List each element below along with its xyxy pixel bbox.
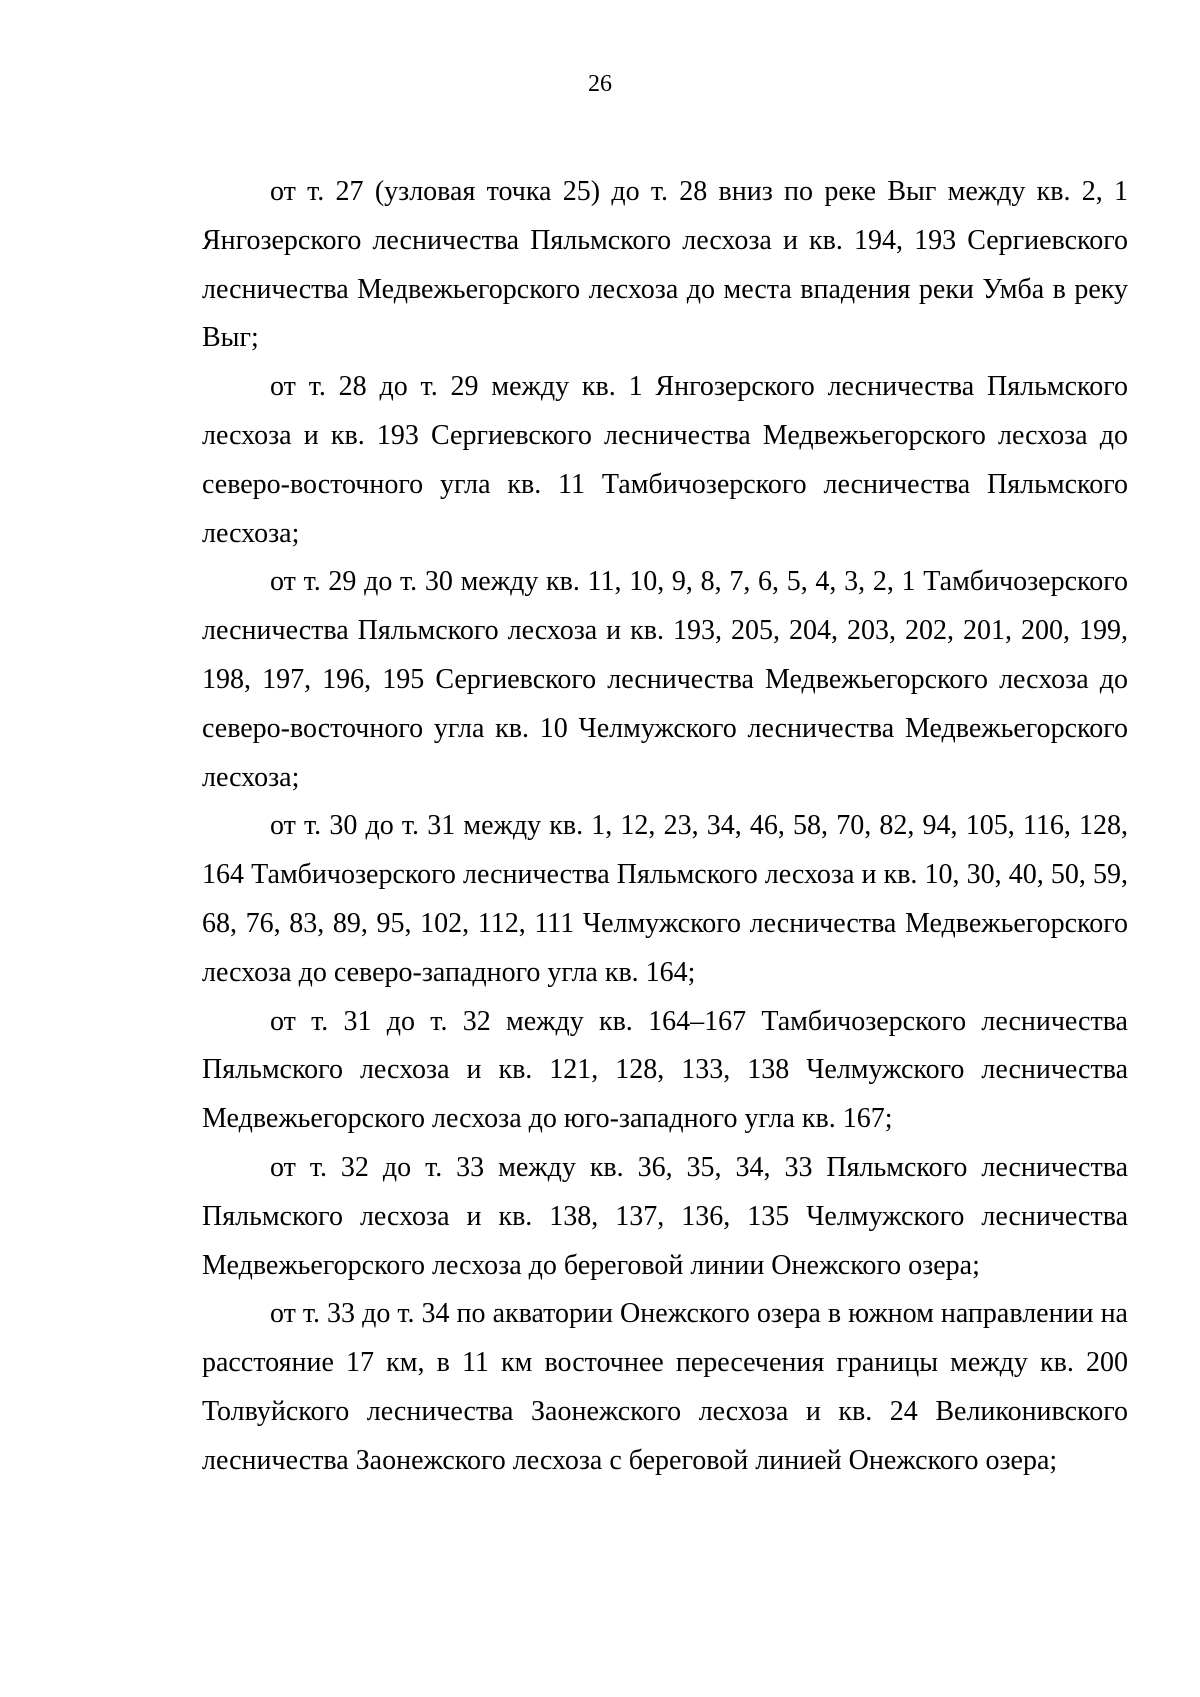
paragraph: от т. 29 до т. 30 между кв. 11, 10, 9, 8, 7, 6, 5, 4, 3, 2, 1 Тамбичозерского лесничества Пяльмского лесхоза и кв. 193, 205, 204, 203, 202, 201, 200, 199, 198, 197, 196, 195 Сергиевского лесничества Медвежьегорского лесхоза до северо-восточного угла кв. 10 Челмужского лесничества Медвежьегорского лесхоза;: [202, 566, 1128, 793]
document-body: [202, 168, 1128, 1486]
paragraph: от т. 32 до т. 33 между кв. 36, 35, 34, 33 Пяльмского лесничества Пяльмского лесхоза и кв. 138, 137, 136, 135 Челмужского лесничества Медвежьегорского лесхоза до береговой линии Онежского озера;: [202, 1151, 1128, 1281]
paragraph: от т. 28 до т. 29 между кв. 1 Янгозерского лесничества Пяльмского лесхоза и кв. 193 Сергиевского лесничества Медвежьегорского лесхоза до северо-восточного угла кв. 11 Тамбичозерского лесничества Пяльмского лесхоза;: [202, 371, 1128, 549]
paragraph: от т. 30 до т. 31 между кв. 1, 12, 23, 34, 46, 58, 70, 82, 94, 105, 116, 128, 164 Тамбичозерского лесничества Пяльмского лесхоза и кв. 10, 30, 40, 50, 59, 68, 76, 83, 89, 95, 102, 112, 111 Челмужского лесничества Медвежьегорского лесхоза до северо-западного угла кв. 164;: [202, 810, 1128, 988]
paragraph: от т. 27 (узловая точка 25) до т. 28 вниз по реке Выг между кв. 2, 1 Янгозерского лесничества Пяльмского лесхоза и кв. 194, 193 Сергиевского лесничества Медвежьегорского лесхоза до места впадения реки Умба в реку Выг;: [202, 176, 1128, 354]
page-number: 26: [588, 71, 612, 97]
paragraph: от т. 33 до т. 34 по акватории Онежского озера в южном направлении на расстояние 17 км, в 11 км восточнее пересечения границы между кв. 200 Толвуйского лесничества Заонежского лесхоза и кв. 24 Великонивского лесничества Заонежского лесхоза с береговой линией Онежского озера;: [202, 1298, 1128, 1476]
paragraph: от т. 31 до т. 32 между кв. 164–167 Тамбичозерского лесничества Пяльмского лесхоза и кв. 121, 128, 133, 138 Челмужского лесничества Медвежьегорского лесхоза до юго-западного угла кв. 167;: [202, 1005, 1128, 1135]
